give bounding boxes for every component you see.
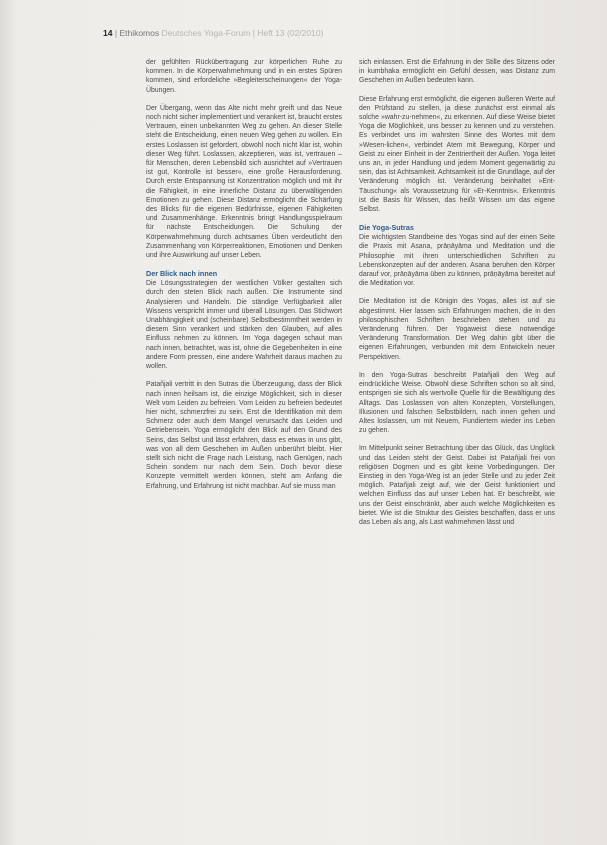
running-header: [103, 28, 423, 38]
body-paragraph: Die Lösungsstrategien der westlichen Völker gestalten sich durch den steten Blick nach außen. Die Instrumente sind Analysieren und Handeln. Die ständige Verfügbarkeit aller Wissens verspricht immer und überall Lösungen. Das Stichwort Unabhängigkeit und (scheinbare) Selbstbestimmtheit werden in diesem Sinn verankert und stärken den Glauben, auf alles Einfluss nehmen zu können. Im Yoga dagegen schaut man nach innen, betrachtet, was ist, ohne die Gegebenheiten in eine andere Form pressen, eine andere Wahrheit daraus machen zu wollen.: [146, 280, 342, 371]
body-paragraph: Im Mittelpunkt seiner Betrachtung über das Glück, das Unglück und das Leiden steht der Geist. Dabei ist Patañjali frei von religiösen Dogmen und es gibt keine Vorbedingungen. Der Einstieg in den Yoga-Weg ist an jeder Stelle und zu jeder Zeit möglich. Patañjali zeigt auf, wie der Geist funktioniert und welchen Einfluss das auf unser Leben hat. Er beschreibt, wie uns der Geist einschränkt, aber auch welche Möglichkeiten es bietet. Wie ist die Struktur des Geistes beschaffen, dass er uns das Leben als ang, als Last wahrnehmen lässt und: [359, 445, 555, 526]
body-paragraph: Der Übergang, wenn das Alte nicht mehr greift und das Neue noch nicht sicher implementiert und verankert ist, braucht erstes Vertrauen, einen unbekannten Weg zu gehen. An dieser Stelle steht die Entscheidung, einen neuen Weg gehen zu wollen. Ein erstes Loslassen ist gefordert, obwohl noch nicht klar ist, wohin dieser Weg führt. Loslassen, akzeptieren, was ist, vertrauen – für Menschen, deren Lebensbild sich ausrichtet auf »Vertrauen ist gut, Kontrolle ist besser«, eine große Herausforderung. Durch erste Entspannung ist Konzentration möglich und mit ihr die Fähigkeit, in eine innerliche Distanz zu überwältigenden Emotionen zu gehen. Diese Distanz ermöglicht die Schärfung des Blicks für die eigenen Bedürfnisse, eigenen Fähigkeiten und Zusammenhänge. Erkenntnis bringt Handlungsspielraum für nächste Entscheidungen. Die Schulung der Körperwahrnehmung durch achtsames Üben verdeutlicht den Zusammenhang von Körperreaktionen, Emotionen und Denken und ihre Auswirkung auf unser Leben.: [146, 104, 342, 260]
page-number: 14: [103, 28, 113, 38]
body-paragraph: Die Meditation ist die Königin des Yogas, alles ist auf sie abgestimmt. Hier lassen sich Erfahrungen machen, die in den philosophischen Schriften beschrieben stehen und zu Veränderung führen. Der Yogaweist diese notwendige Veränderung Transformation. Der Weg dahin gibt über die eigenen Erfahrungen, verbunden mit dem Entwickeln neuer Perspektiven.: [359, 298, 555, 361]
left-text-column: [146, 58, 342, 500]
body-paragraph: Die wichtigsten Standbeine des Yogas sind auf der einen Seite die Praxis mit Asana, prāṇāyāma und Meditation und die Philosophie mit ihren unterschiedlichen Schriften zu Lebenskonzepten auf der anderen. Asana beruhen den Körper darauf vor, prāṇāyāma üben zu können, prāṇāyāma bereitet auf die Meditation vor.: [359, 234, 555, 288]
header-separator: |: [114, 28, 118, 38]
section-heading: Die Yoga-Sutras: [359, 223, 414, 233]
body-paragraph: der gefühlten Rückübertragung zur körperlichen Ruhe zu kommen. In die Körperwahrnehmung und in ein erstes Spüren kommen, sind erfordeliche »Begleiterscheinungen« der Yoga-Übungen.: [146, 59, 342, 94]
magazine-name: Ethikomos: [119, 28, 160, 38]
body-paragraph: sich einlassen. Erst die Erfahrung in der Stille des Sitzens oder in kumbhaka ermöglicht ein Gefühl dessen, was Distanz zum Geschehen im Außen bedeuten kann.: [359, 59, 555, 85]
body-paragraph: Patañjali vertritt in den Sutras die Überzeugung, dass der Blick nach innen heilsam ist, die einzige Möglichkeit, sich in dieser Welt vom Leiden zu befreien. Vom Leiden zu befreien bedeutet hier nicht, schmerzfrei zu sein. Erst die Identifikation mit dem Schmerz oder auch dem Mangel verursacht das Leiden und Getriebensein. Yoga ermöglicht den Blick auf den Grund des Seins, das Selbst und lässt erfahren, dass es etwas in uns gibt, was von all dem Geschehen im Außen unberührt bleibt. Hier stellt sich nicht die Frage nach Leistung, nach Genügen, nach Schein sondern nur nach dem Sein. Doch bevor diese Konzepte vermittelt werden können, steht am Anfang die Erfahrung, und Erfahrung ist nicht machbar. Auf sie muss man: [146, 381, 342, 490]
issue-info: Deutsches Yoga-Forum | Heft 13 (02/2010): [161, 28, 324, 38]
section-heading: Der Blick nach innen: [146, 269, 218, 279]
body-paragraph: Diese Erfahrung erst ermöglicht, die eigenen äußeren Werte auf den Prüfstand zu stellen, ja diese zunächst erst einmal als solche »wahr-zu-nehmen«, zu erkennen. Auf diese Weise bietet Yoga die Möglichkeit, uns besser zu kennen und zu verstehen. Es verbindet uns im wahrsten Sinne des Wortes mit dem »Wesen-lichen«, verbindet Atem mit Bewegung, Körper und Geist zu einer Einheit in der Zentriertheit der Außen. Yoga leitet uns an, in jeder Handlung und jedem Moment gegenwärtig zu sein, das ist Achtsamkeit. Achtsamkeit ist die Grundlage, auf der Veränderung möglich ist. Veränderung beinhaltet »Ent-Täuschung« als Voraussetzung für »Er-Kenntnis«. Erkenntnis ist die Basis für Wissen, das heißt Wissen um das eigene Selbst.: [359, 95, 555, 214]
body-paragraph: In den Yoga-Sutras beschreibt Patañjali den Weg auf eindrückliche Weise. Obwohl diese Schriften schon so alt sind, entsprigen sie sich als wertvolle Quelle für die Bewältigung des Alltags. Das Loslassen von alten Konzepten, Vorstellungen, Illusionen und falschen Selbstbildern, nach innen gehen und Altes loslassen, um mit Neuem, Fundiertem wieder ins Leben zu gehen.: [359, 371, 555, 435]
right-text-column: [359, 58, 555, 536]
